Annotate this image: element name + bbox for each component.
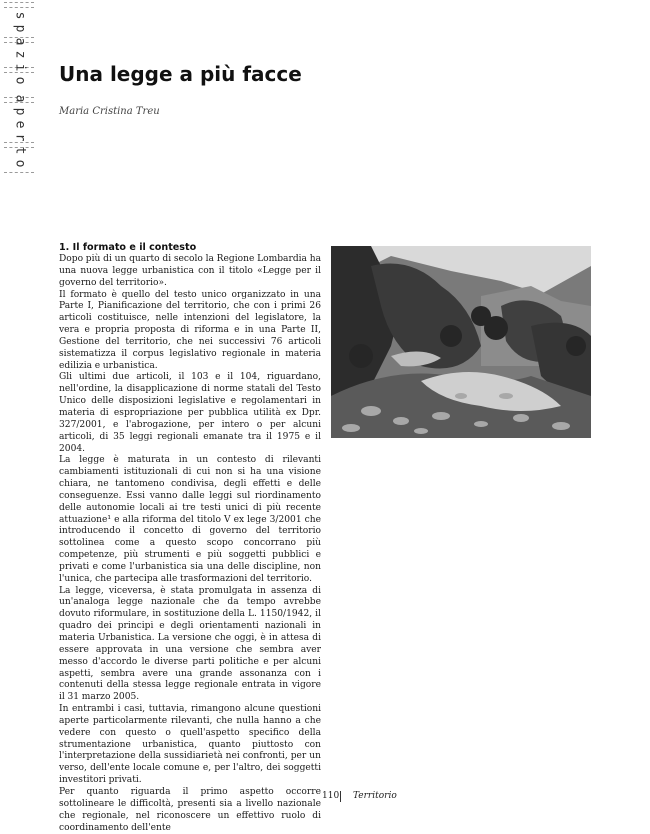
section-heading: 1. Il formato e il contesto [59, 242, 197, 253]
journal-name: Territorio [353, 791, 397, 801]
article-title: Una legge a più facce [59, 62, 302, 86]
tab-letter: z [12, 50, 28, 59]
tab-letter: p [12, 107, 28, 116]
article-body [59, 242, 321, 834]
article-author: Maria Cristina Treu [59, 106, 160, 117]
tab-letter: o [12, 76, 28, 85]
paragraph: La legge è maturata in un contesto di rilevanti cambiamenti istituzionali di cui non si ha una visione chiara, ne tantomeno condivisa, degli effetti e delle conseguenze. Essi vanno dalle leggi sul riordinamento delle autonomie locali ai tre testi unici di più recente attuazione¹ e alla riforma del titolo V ex lege 3/2001 che introducendo il concetto di governo del territorio sottolinea come a questo scopo concorrano più competenze, più strumenti e più soggetti pubblici e privati e come l'urbanistica sia una delle discipline, non l'unica, che partecipa alle trasformazioni del territorio. [59, 455, 321, 584]
paragraph: Dopo più di un quarto di secolo la Regione Lombardia ha una nuova legge urbanistica con il titolo «Legge per il governo del territorio». [59, 254, 321, 288]
tab-letter: s [12, 11, 28, 20]
tab-letter: a [12, 94, 28, 103]
paragraph: Gli ultimi due articoli, il 103 e il 104, riguardano, nell'ordine, la disapplicazione di norme statali del Testo Unico delle disposizioni legislative e regolamentari in materia di espropriazione per pubblica utilità ex Dpr. 327/2001, e l'abrogazione, per intero o per alcuni articoli, di 35 leggi regionali emanate tra il 1975 e il 2004. [59, 372, 321, 454]
page-number: 110 [322, 791, 340, 801]
tab-letter: i [12, 63, 28, 72]
tab-letter: e [12, 120, 28, 129]
tab-letter: p [12, 24, 28, 33]
river-valley-photo [331, 246, 591, 438]
paragraph: In entrambi i casi, tuttavia, rimangono alcune questioni aperte particolarmente rilevanti, che nulla hanno a che vedere con questo o quell'aspetto specifico della strumentazione urbanistica, quanto piuttosto con l'interpretazione della sussidiarietà nei confronti, per un verso, dell'ente locale comune e, per l'altro, dei soggetti investitori privati. [59, 704, 321, 786]
tab-letter: a [12, 37, 28, 46]
paragraph: Il formato è quello del testo unico organizzato in una Parte I, Pianificazione del territorio, che con i primi 26 articoli costituisce, nelle intenzioni del legislatore, la vera e propria proposta di riforma e in una Parte II, Gestione del territorio, che nei successivi 76 articoli sistematizza il corpus legislativo regionale in materia edilizia e urbanistica. [59, 289, 321, 371]
tab-letter: r [12, 133, 28, 142]
section-tab-spazio-aperto [4, 2, 34, 168]
tab-letter: o [12, 159, 28, 168]
tab-letter: t [12, 146, 28, 155]
paragraph: La legge, viceversa, è stata promulgata in assenza di un'analoga legge nazionale che da tempo avrebbe dovuto riformulare, in sostituzione della L. 1150/1942, il quadro dei principi e degli orientamenti nazionali in materia Urbanistica. La versione che oggi, è in attesa di essere approvata in una versione che sembra aver messo d'accordo le diverse parti politiche e per alcuni aspetti, sembra avere una grande assonanza con i contenuti della stessa legge regionale entrata in vigore il 31 marzo 2005. [59, 585, 321, 703]
paragraph: Per quanto riguarda il primo aspetto occorre sottolineare le difficoltà, presenti sia a livello nazionale che regionale, nel riconoscere un effettivo ruolo di coordinamento dell'ente [59, 786, 321, 833]
footer-divider [340, 791, 341, 802]
